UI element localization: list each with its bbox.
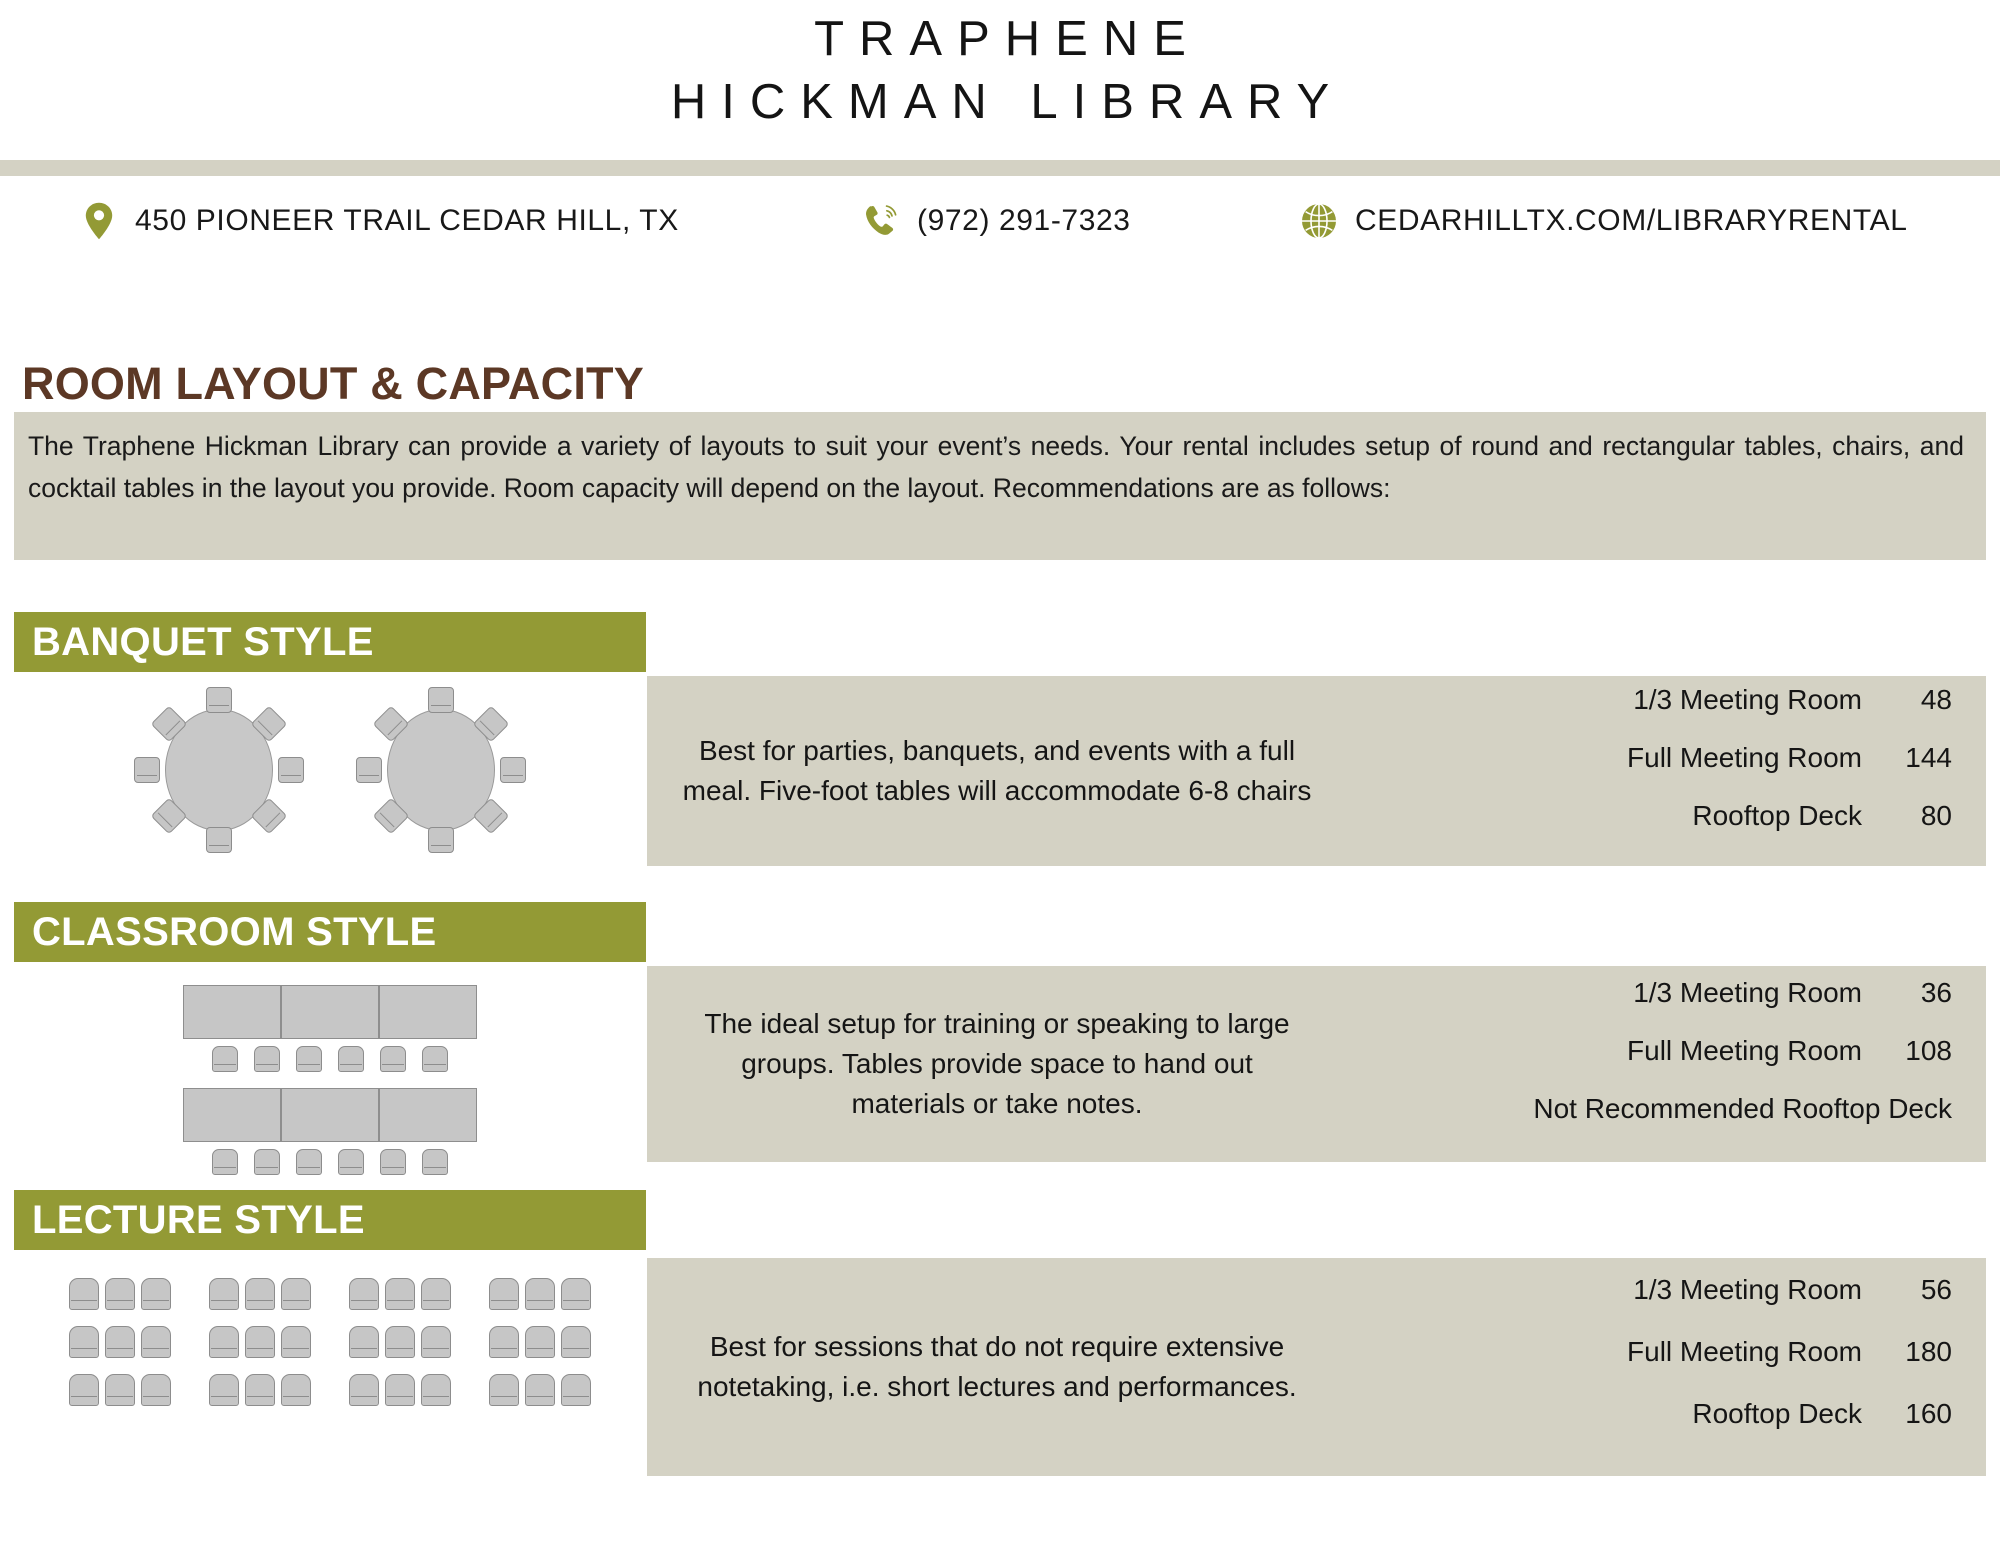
rectangular-table bbox=[183, 985, 281, 1039]
chair bbox=[105, 1326, 135, 1358]
chair-group bbox=[209, 1374, 311, 1406]
info-panel-banquet bbox=[647, 676, 1986, 866]
chair bbox=[561, 1278, 591, 1310]
capacity-row bbox=[1337, 977, 1952, 1035]
capacity-value: 160 bbox=[1905, 1398, 1952, 1429]
chair bbox=[278, 757, 304, 783]
capacity-value: 180 bbox=[1905, 1336, 1952, 1367]
chair-group bbox=[349, 1326, 451, 1358]
capacity-value: 36 bbox=[1920, 977, 1952, 1008]
chair bbox=[385, 1278, 415, 1310]
chair bbox=[105, 1374, 135, 1406]
chair bbox=[209, 1374, 239, 1406]
capacity-room-name: 1/3 Meeting Room bbox=[1633, 684, 1862, 715]
capacity-room-name: Full Meeting Room bbox=[1627, 1336, 1862, 1367]
chair bbox=[422, 1046, 448, 1072]
rectangular-table bbox=[379, 985, 477, 1039]
contact-address bbox=[80, 186, 679, 256]
capacity-value: 80 bbox=[1920, 800, 1952, 831]
capacity-room-name: Full Meeting Room bbox=[1627, 1035, 1862, 1066]
capacity-row bbox=[1337, 742, 1952, 800]
chair bbox=[212, 1046, 238, 1072]
chair bbox=[245, 1278, 275, 1310]
round-table-set bbox=[346, 685, 536, 855]
chair bbox=[281, 1278, 311, 1310]
info-panel-classroom bbox=[647, 966, 1986, 1162]
rectangular-table bbox=[281, 985, 379, 1039]
capacity-value: 108 bbox=[1905, 1035, 1952, 1066]
chair bbox=[489, 1374, 519, 1406]
capacity-row bbox=[1337, 684, 1952, 742]
chair bbox=[141, 1326, 171, 1358]
chair bbox=[561, 1374, 591, 1406]
chair bbox=[489, 1326, 519, 1358]
chair bbox=[281, 1374, 311, 1406]
lecture-chairs-diagram bbox=[14, 1278, 646, 1448]
chair bbox=[206, 687, 232, 713]
capacity-value: 144 bbox=[1905, 742, 1952, 773]
chair bbox=[141, 1278, 171, 1310]
address-text: 450 PIONEER TRAIL CEDAR HILL, TX bbox=[135, 204, 679, 237]
globe-icon bbox=[1300, 201, 1338, 241]
capacity-row bbox=[1337, 1035, 1952, 1093]
rectangular-table bbox=[183, 1088, 281, 1142]
chair bbox=[338, 1046, 364, 1072]
chair bbox=[349, 1278, 379, 1310]
phone-text: (972) 291-7323 bbox=[917, 204, 1131, 237]
style-label-text: LECTURE STYLE bbox=[32, 1197, 365, 1242]
round-tables-diagram bbox=[14, 690, 646, 850]
chair bbox=[281, 1326, 311, 1358]
library-name-line-1: TRAPHENE bbox=[814, 12, 1201, 66]
website-text: CEDARHILLTX.COM/LIBRARYRENTAL bbox=[1355, 204, 1908, 237]
chair bbox=[105, 1278, 135, 1310]
style-label-text: BANQUET STYLE bbox=[32, 619, 374, 664]
style-label-text: CLASSROOM STYLE bbox=[32, 909, 437, 954]
classroom-row bbox=[183, 985, 477, 1072]
capacity-room-name: Rooftop Deck bbox=[1692, 1398, 1862, 1429]
capacity-table-banquet bbox=[1337, 684, 1986, 858]
chair-group bbox=[349, 1278, 451, 1310]
chair bbox=[500, 757, 526, 783]
chair bbox=[385, 1326, 415, 1358]
capacity-value: 48 bbox=[1920, 684, 1952, 715]
header-divider-rule bbox=[0, 160, 2000, 176]
capacity-table-classroom bbox=[1337, 977, 1986, 1151]
style-description: The ideal setup for training or speaking to large groups. Tables provide space to hand out materials or take notes. bbox=[704, 1008, 1290, 1119]
chair-group bbox=[69, 1278, 171, 1310]
capacity-row bbox=[1337, 1336, 1952, 1398]
chair bbox=[254, 1046, 280, 1072]
capacity-room-name: Rooftop Deck bbox=[1692, 800, 1862, 831]
chair bbox=[380, 1046, 406, 1072]
chair bbox=[421, 1374, 451, 1406]
chair bbox=[561, 1326, 591, 1358]
chair bbox=[296, 1046, 322, 1072]
chair bbox=[428, 827, 454, 853]
chair bbox=[134, 757, 160, 783]
phone-icon bbox=[862, 201, 900, 241]
page-title: ROOM LAYOUT & CAPACITY bbox=[22, 358, 644, 409]
intro-paragraph: The Traphene Hickman Library can provide a variety of layouts to suit your event’s needs. Your rental includes setup of round and rectangular tables, chairs, and cocktail tables in the layout you provide. Room capacity will depend on the layout. Recommendations are as follows: bbox=[28, 431, 1964, 503]
lecture-row bbox=[69, 1278, 591, 1310]
lecture-row bbox=[69, 1326, 591, 1358]
chair-group bbox=[489, 1374, 591, 1406]
chair bbox=[380, 1149, 406, 1175]
capacity-row bbox=[1337, 800, 1952, 858]
location-pin-icon bbox=[80, 201, 118, 241]
capacity-room-name: Not Recommended Rooftop Deck bbox=[1533, 1093, 1952, 1124]
chair bbox=[212, 1149, 238, 1175]
chair-group bbox=[212, 1149, 448, 1175]
rectangular-table bbox=[379, 1088, 477, 1142]
chair bbox=[349, 1374, 379, 1406]
chair bbox=[69, 1278, 99, 1310]
style-label-lecture bbox=[14, 1190, 646, 1250]
chair bbox=[69, 1326, 99, 1358]
chair bbox=[428, 687, 454, 713]
chair bbox=[525, 1374, 555, 1406]
rectangular-table bbox=[281, 1088, 379, 1142]
chair bbox=[525, 1326, 555, 1358]
contact-website bbox=[1300, 186, 1908, 256]
table-group bbox=[183, 1088, 477, 1142]
round-table-set bbox=[124, 685, 314, 855]
capacity-row-note bbox=[1337, 1093, 1952, 1151]
chair bbox=[422, 1149, 448, 1175]
chair-group bbox=[212, 1046, 448, 1072]
chair bbox=[296, 1149, 322, 1175]
chair-group bbox=[69, 1374, 171, 1406]
masthead bbox=[0, 0, 2000, 160]
chair-group bbox=[489, 1326, 591, 1358]
table-group bbox=[183, 985, 477, 1039]
chair bbox=[421, 1278, 451, 1310]
chair bbox=[209, 1326, 239, 1358]
chair-group bbox=[489, 1278, 591, 1310]
chair bbox=[141, 1374, 171, 1406]
capacity-value: 56 bbox=[1920, 1274, 1952, 1305]
style-label-banquet bbox=[14, 612, 646, 672]
chair bbox=[245, 1374, 275, 1406]
info-panel-lecture bbox=[647, 1258, 1986, 1476]
style-label-classroom bbox=[14, 902, 646, 962]
chair-group bbox=[349, 1374, 451, 1406]
capacity-room-name: 1/3 Meeting Room bbox=[1633, 977, 1862, 1008]
chair-group bbox=[209, 1278, 311, 1310]
contact-phone bbox=[862, 186, 1131, 256]
chair bbox=[421, 1326, 451, 1358]
chair bbox=[338, 1149, 364, 1175]
contact-bar bbox=[0, 186, 2000, 256]
capacity-row bbox=[1337, 1398, 1952, 1460]
style-description: Best for sessions that do not require extensive notetaking, i.e. short lectures and performances. bbox=[697, 1331, 1297, 1402]
classroom-tables-diagram bbox=[14, 985, 646, 1145]
classroom-row bbox=[183, 1088, 477, 1175]
chair-group bbox=[69, 1326, 171, 1358]
capacity-room-name: Full Meeting Room bbox=[1627, 742, 1862, 773]
capacity-table-lecture bbox=[1337, 1274, 1986, 1460]
library-name-line-2: HICKMAN LIBRARY bbox=[670, 74, 1345, 129]
chair bbox=[206, 827, 232, 853]
chair bbox=[245, 1326, 275, 1358]
chair bbox=[209, 1278, 239, 1310]
chair bbox=[254, 1149, 280, 1175]
chair bbox=[489, 1278, 519, 1310]
capacity-row bbox=[1337, 1274, 1952, 1336]
chair bbox=[525, 1278, 555, 1310]
chair bbox=[385, 1374, 415, 1406]
chair-group bbox=[209, 1326, 311, 1358]
chair bbox=[356, 757, 382, 783]
chair bbox=[69, 1374, 99, 1406]
chair bbox=[349, 1326, 379, 1358]
intro-panel bbox=[14, 412, 1986, 560]
capacity-room-name: 1/3 Meeting Room bbox=[1633, 1274, 1862, 1305]
lecture-row bbox=[69, 1374, 591, 1406]
style-description: Best for parties, banquets, and events with a full meal. Five-foot tables will accommodate 6-8 chairs bbox=[682, 735, 1312, 806]
